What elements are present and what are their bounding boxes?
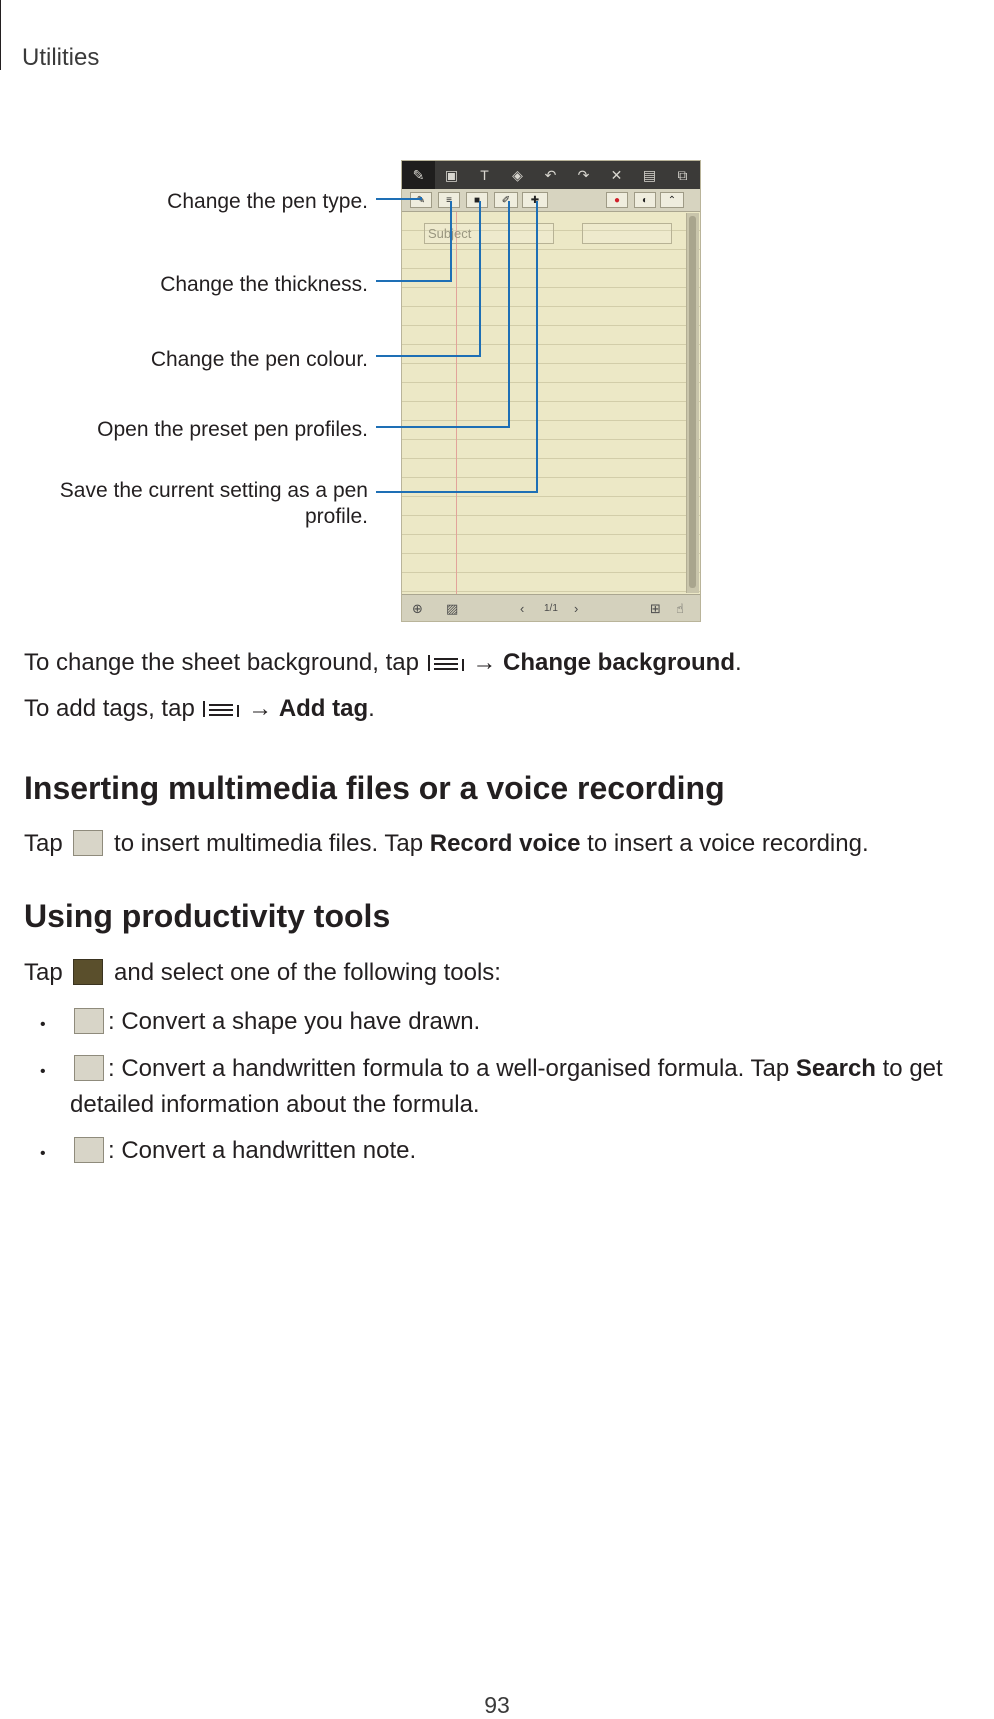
subject-field[interactable]: Subject — [424, 223, 554, 244]
instruction-text: To change the sheet background, tap — [24, 649, 419, 676]
new-page-icon[interactable]: ⊞ — [650, 601, 661, 616]
preset-pen-icon[interactable]: ✐ — [494, 192, 518, 208]
period: . — [735, 649, 742, 676]
formula-match-icon — [74, 1055, 104, 1081]
text-icon[interactable]: T — [480, 167, 489, 183]
multiwindow-icon[interactable]: ⧉ — [677, 166, 688, 183]
page-indicator: 1/1 — [544, 603, 558, 614]
multimedia-paragraph — [24, 829, 869, 859]
pen-settings-bar — [402, 189, 700, 212]
shape-recognition-icon — [74, 1008, 104, 1034]
callout-pen-type: Change the pen type. — [167, 190, 368, 213]
tap-text: Tap — [24, 830, 63, 857]
arrow: → — [472, 649, 497, 676]
productivity-intro — [24, 958, 501, 988]
next-page-icon[interactable]: › — [574, 601, 579, 616]
page-number: 93 — [484, 1692, 510, 1718]
callout-pen-colour: Change the pen colour. — [150, 348, 368, 371]
record-icon[interactable]: ● — [606, 192, 628, 208]
callout-thickness: Change the thickness. — [160, 273, 368, 296]
eraser-icon[interactable]: ◈ — [512, 166, 523, 183]
pen-type-icon[interactable]: ✎ — [410, 192, 432, 208]
thickness-icon[interactable]: ≡ — [438, 192, 460, 208]
search-label: Search — [795, 1055, 876, 1082]
insert-media-icon[interactable]: ▨ — [446, 601, 459, 616]
multimedia-text: to insert multimedia files. Tap — [114, 830, 424, 857]
add-page-icon[interactable]: ⊕ — [412, 601, 423, 616]
tool-formula — [70, 1052, 990, 1086]
period: . — [368, 695, 375, 722]
arrow: → — [248, 695, 273, 722]
menu-icon — [203, 699, 239, 719]
instruction-text: To add tags, tap — [24, 695, 195, 722]
scroll-thumb[interactable] — [689, 216, 696, 588]
intro-text: and select one of the following tools: — [114, 959, 501, 986]
hand-icon[interactable]: ☝ — [676, 601, 684, 616]
menu-icon — [428, 653, 464, 673]
multimedia-text: to insert a voice recording. — [587, 830, 869, 857]
add-tag-label: Add tag — [278, 695, 369, 722]
paper-margin-line — [456, 212, 457, 594]
colour-icon[interactable]: ■ — [466, 192, 488, 208]
tool-shape — [70, 1005, 990, 1039]
tool-handwriting — [70, 1134, 990, 1168]
handwriting-recognition-icon — [74, 1137, 104, 1163]
image-icon[interactable]: ▣ — [444, 166, 459, 183]
callout-preset-profiles: Open the preset pen profiles. — [97, 418, 368, 441]
tap-text: Tap — [24, 959, 63, 986]
prev-page-icon[interactable]: ‹ — [520, 601, 525, 616]
record-voice-label: Record voice — [429, 830, 581, 857]
bullet: • — [40, 1145, 46, 1162]
multimedia-heading: Inserting multimedia files or a voice recording — [24, 770, 725, 806]
tool-description: : Convert a shape you have drawn. — [108, 1008, 481, 1035]
close-icon[interactable]: ✕ — [610, 166, 623, 183]
voice-icon[interactable]: ◐ — [634, 192, 656, 208]
tool-formula-line2: detailed information about the formula. — [70, 1091, 480, 1118]
tool-description: : Convert a handwritten formula to a well-organised formula. Tap — [108, 1055, 790, 1082]
collapse-icon[interactable]: ⌃ — [660, 192, 684, 208]
productivity-tools-icon — [73, 959, 103, 985]
redo-icon[interactable]: ↷ — [577, 166, 590, 183]
snote-bottom-bar — [402, 594, 700, 622]
pen-icon[interactable]: ✎ — [402, 161, 435, 189]
change-background-label: Change background — [502, 649, 736, 676]
callout-save-profile-line2: profile. — [304, 505, 368, 528]
tag-instruction — [24, 694, 375, 724]
date-field[interactable] — [582, 223, 672, 244]
snote-toolbar — [402, 161, 700, 189]
background-instruction — [24, 648, 742, 678]
tool-description: to get — [882, 1055, 943, 1082]
section-title: Utilities — [22, 44, 100, 71]
snote-screenshot — [401, 160, 701, 622]
undo-icon[interactable]: ↶ — [544, 166, 557, 183]
save-pen-profile-icon[interactable]: ✚ — [522, 192, 548, 208]
tool-description: : Convert a handwritten note. — [108, 1137, 417, 1164]
save-icon[interactable]: ▤ — [642, 166, 657, 183]
bullet: • — [40, 1063, 46, 1080]
bullet: • — [40, 1016, 46, 1033]
section-rule — [0, 0, 1, 70]
note-paper[interactable] — [402, 212, 700, 594]
productivity-heading: Using productivity tools — [24, 898, 391, 934]
insert-media-icon — [73, 830, 103, 856]
callout-save-profile-line1: Save the current setting as a pen — [59, 479, 368, 502]
